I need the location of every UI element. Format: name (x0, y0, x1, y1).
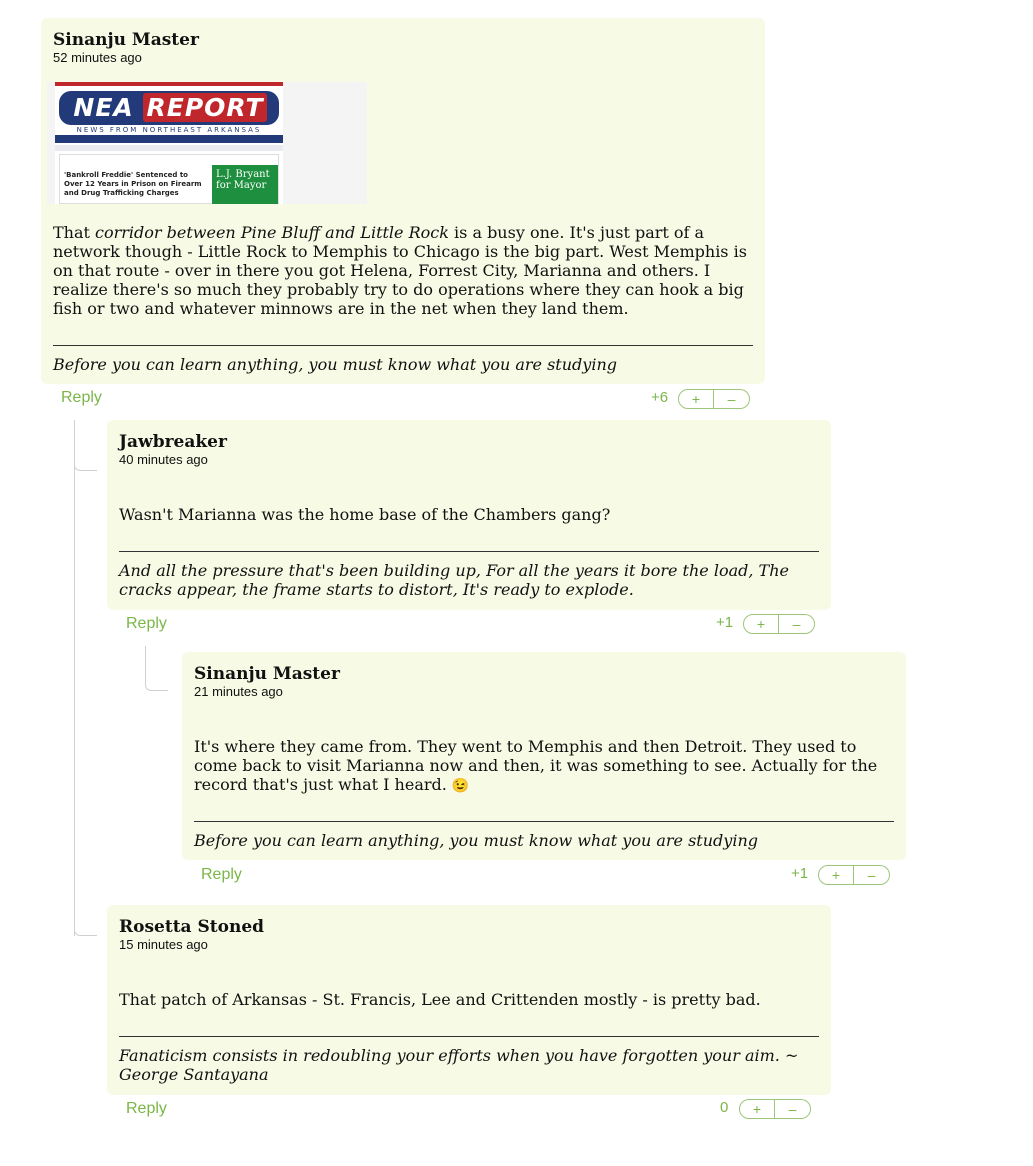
body-text: That (53, 223, 96, 242)
thread-elbow (145, 646, 168, 691)
site-nav (55, 135, 283, 143)
body-text: It's where they came from. They went to Memphis and then Detroit. They used to come back to visit Marianna now and then, it was something to see. Actually for the record that's just what I heard. (194, 737, 878, 794)
vote-controls (678, 389, 750, 409)
downvote-button[interactable]: – (779, 614, 815, 634)
thread-line (74, 420, 75, 936)
logo-accent: REPORT (143, 93, 266, 122)
signature-divider (53, 345, 753, 346)
top-bar (55, 82, 283, 86)
comment (182, 652, 906, 860)
comment (41, 18, 765, 384)
vote-score: +6 (651, 389, 669, 406)
reply-button[interactable]: Reply (201, 866, 242, 883)
comment-body (53, 223, 753, 318)
comment-body (194, 737, 894, 796)
site-subnav (55, 145, 283, 151)
comment-author[interactable]: Sinanju Master (194, 664, 340, 684)
thread-elbow (74, 890, 97, 936)
upvote-button[interactable]: + (678, 389, 714, 409)
signature-divider (119, 1036, 819, 1037)
reply-button[interactable]: Reply (126, 1100, 167, 1117)
comment (107, 905, 831, 1095)
comment-body: Wasn't Marianna was the home base of the Chambers gang? (119, 505, 611, 524)
vote-score: +1 (791, 865, 809, 882)
embedded-image[interactable] (47, 82, 367, 204)
site-tagline: NEWS FROM NORTHEAST ARKANSAS (76, 126, 262, 134)
comment-body: That patch of Arkansas - St. Francis, Lee and Crittenden mostly - is pretty bad. (119, 990, 761, 1009)
site-logo (59, 91, 279, 125)
logo-main: NEA (73, 93, 134, 122)
downvote-button[interactable]: – (775, 1099, 811, 1119)
ad-banner: L.J. Bryant for Mayor (212, 165, 278, 204)
vote-controls (818, 865, 890, 885)
vote-score: +1 (716, 614, 734, 631)
signature: Fanaticism consists in redoubling your efforts when you have forgotten your aim. ~ George Santayana (119, 1046, 799, 1084)
signature-divider (194, 821, 894, 822)
vote-controls (739, 1099, 811, 1119)
comment-timestamp: 40 minutes ago (119, 452, 208, 467)
thread-elbow (74, 420, 97, 471)
comment-timestamp: 15 minutes ago (119, 937, 208, 952)
downvote-button[interactable]: – (854, 865, 890, 885)
upvote-button[interactable]: + (743, 614, 779, 634)
article-preview (59, 154, 279, 204)
signature: Before you can learn anything, you must know what you are studying (194, 831, 758, 850)
body-emphasis: corridor between Pine Bluff and Little Rock (95, 223, 449, 242)
comment (107, 420, 831, 610)
comment-author[interactable]: Rosetta Stoned (119, 917, 265, 937)
comment-timestamp: 21 minutes ago (194, 684, 283, 699)
signature: Before you can learn anything, you must know what you are studying (53, 355, 617, 374)
signature: And all the pressure that's been building up, For all the years it bore the load, The cracks appear, the frame starts to distort, It's ready to explode. (119, 561, 789, 599)
body-text: is a busy one. It's just part of a network though - Little Rock to Memphis to Chicago is the big part. West Memphis is on that route - over in there you got Helena, Forrest City, Marianna and others. I realize there's so much they probably try to do operations where they can hook a big fish or two and whatever minnows are in the net when they land them. (53, 223, 747, 318)
vote-score: 0 (720, 1099, 729, 1116)
reply-button[interactable]: Reply (126, 615, 167, 632)
wink-emoji-icon: 😉 (451, 778, 470, 794)
comment-author[interactable]: Sinanju Master (53, 30, 199, 50)
reply-button[interactable]: Reply (61, 389, 102, 406)
signature-divider (119, 551, 819, 552)
downvote-button[interactable]: – (714, 389, 750, 409)
comment-author[interactable]: Jawbreaker (119, 432, 227, 452)
upvote-button[interactable]: + (818, 865, 854, 885)
screenshot-page (55, 82, 283, 204)
comment-timestamp: 52 minutes ago (53, 50, 142, 65)
upvote-button[interactable]: + (739, 1099, 775, 1119)
vote-controls (743, 614, 815, 634)
article-headline: 'Bankroll Freddie' Sentenced to Over 12 Years in Prison on Firearm and Drug Trafficking Charges (64, 171, 202, 197)
